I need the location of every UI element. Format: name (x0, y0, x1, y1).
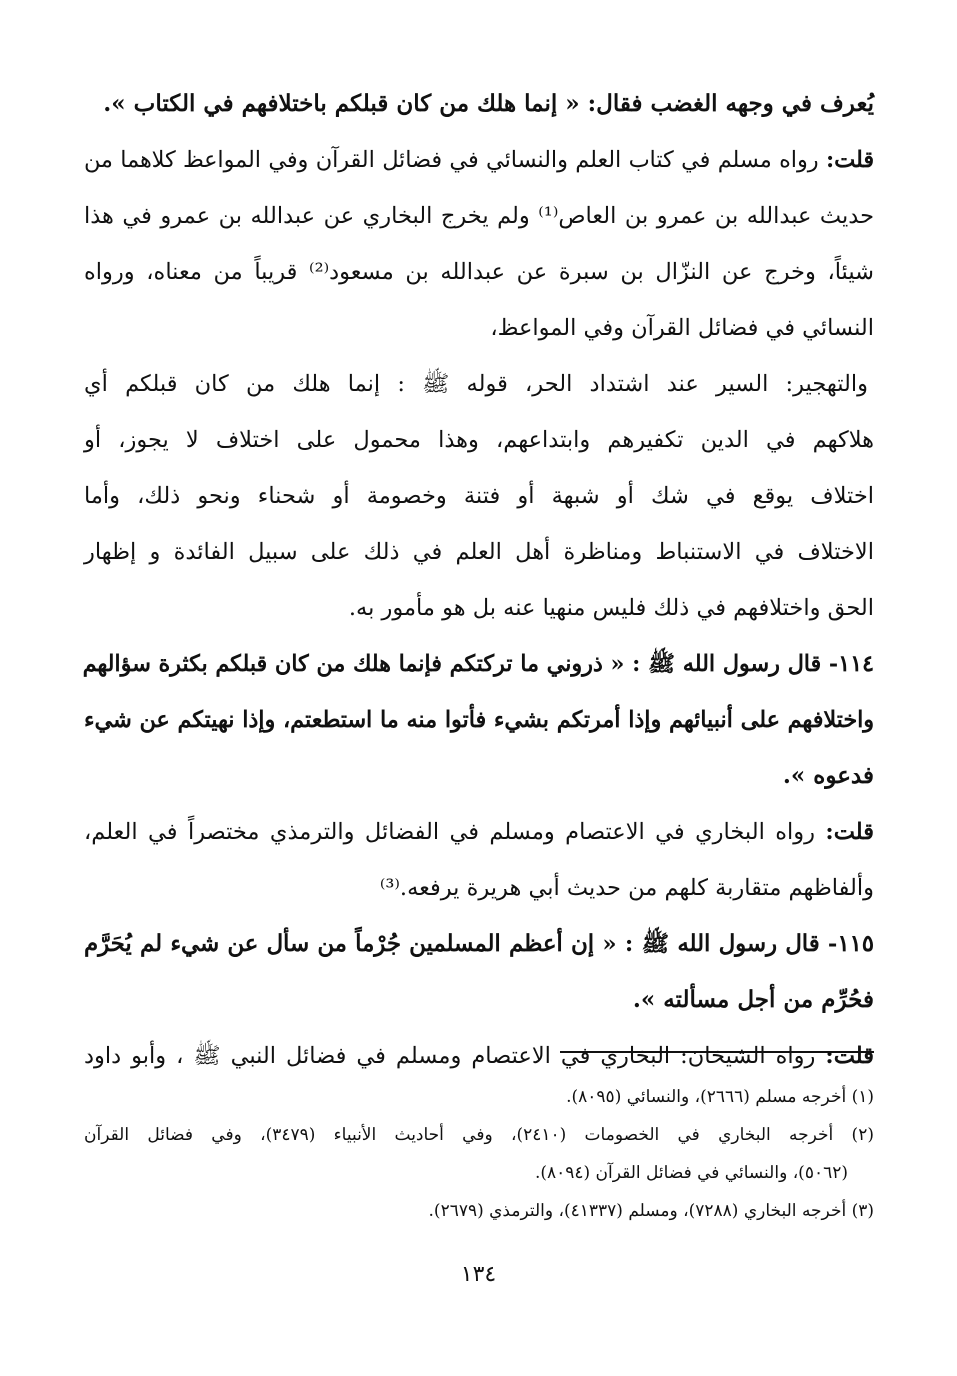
commentary-label: قلت: (825, 147, 875, 173)
explanation-line: اختلاف يوقع في شك أو شبهة أو فتنة وخصومة أو شحناء ونحو ذلك، وأما (84, 483, 874, 509)
explanation-line: الاختلاف في الاستنباط ومناظرة أهل العلم في ذلك على سبيل الفائدة و إظهار (84, 539, 874, 565)
commentary-line (84, 1028, 874, 1084)
commentary-label: قلت: (825, 819, 875, 845)
commentary-line (84, 804, 874, 860)
footnotes (84, 1078, 874, 1230)
footnote-2: (٢) أخرجه البخاري في الخصومات (٢٤١٠)، وفي أحاديث الأنبياء (٣٤٧٩)، وفي فضائل القرآن (84, 1125, 874, 1145)
commentary-line (84, 132, 874, 188)
footnote-3: (٣) أخرجه البخاري (٧٢٨٨)، ومسلم (٤١٣٣٧)، والترمذي (٢٦٧٩). (428, 1201, 874, 1221)
footnote-2-continuation: (٥٠٦٢)، والنسائي في فضائل القرآن (٨٠٩٤). (534, 1163, 848, 1183)
page-body (84, 76, 874, 1084)
commentary-text: رواه مسلم في كتاب العلم والنسائي في فضائل القرآن وفي المواعظ كلاهما من (84, 147, 819, 173)
commentary-line: حديث عبدالله بن عمرو بن العاص⁽¹⁾ ولم يخرج البخاري عن عبدالله بن عمرو في هذا (84, 203, 874, 229)
commentary-line: النسائي في فضائل القرآن وفي المواعظ، (490, 315, 874, 341)
commentary-line: وألفاظهم متقاربة كلهم من حديث أبي هريرة يرفعه.⁽³⁾ (379, 875, 874, 901)
explanation-line: والتهجير: السير عند اشتداد الحر، قوله ﷺ : إنما هلك من كان قبلكم أي (84, 371, 868, 397)
commentary-text: رواه الشيخان: البخاري في الاعتصام ومسلم في فضائل النبي ﷺ ، وأبو داود (84, 1043, 816, 1069)
hadith-115-line: ١١٥- قال رسول الله ﷺ : « إن أعظم المسلمين جُرْماً من سأل عن شيء لم يُحَرَّم (84, 931, 874, 957)
explanation-line: الحق واختلافهم في ذلك فليس منهيا عنه بل هو مأمور به. (348, 595, 874, 621)
footnote-divider (560, 1051, 874, 1053)
commentary-text: رواه البخاري في الاعتصام ومسلم في الفضائل والترمذي مختصراً في العلم، (84, 819, 815, 845)
footnote-1: (١) أخرجه مسلم (٢٦٦٦)، والنسائي (٨٠٩٥). (566, 1087, 874, 1107)
hadith-114-line: واختلافهم على أنبيائهم وإذا أمرتكم بشيء فأتوا منه ما استطعتم، وإذا نهيتكم عن شيء (84, 707, 874, 733)
hadith-114-line: فدعوه ». (782, 762, 874, 789)
commentary-label: قلت: (825, 1043, 874, 1069)
hadith-114-line: ١١٤- قال رسول الله ﷺ : « ذروني ما تركتكم فإنما هلك من كان قبلكم بكثرة سؤالهم (82, 651, 874, 677)
hadith-115-line: فحُرِّم من أجل مسألته ». (632, 986, 874, 1013)
hadith-continuation-line: يُعرف في وجهه الغضب فقال: « إنما هلك من كان قبلكم باختلافهم في الكتاب ». (103, 90, 874, 117)
explanation-line: هلاكهم في الدين تكفيرهم وابتداعهم، وهذا محمول على اختلاف لا يجوز، أو (84, 427, 874, 453)
page-number: ١٣٤ (460, 1262, 497, 1287)
commentary-line: شيئاً، وخرج عن النزّال بن سبرة عن عبدالله بن مسعود⁽²⁾ قريباً من معناه، ورواه (84, 259, 874, 285)
